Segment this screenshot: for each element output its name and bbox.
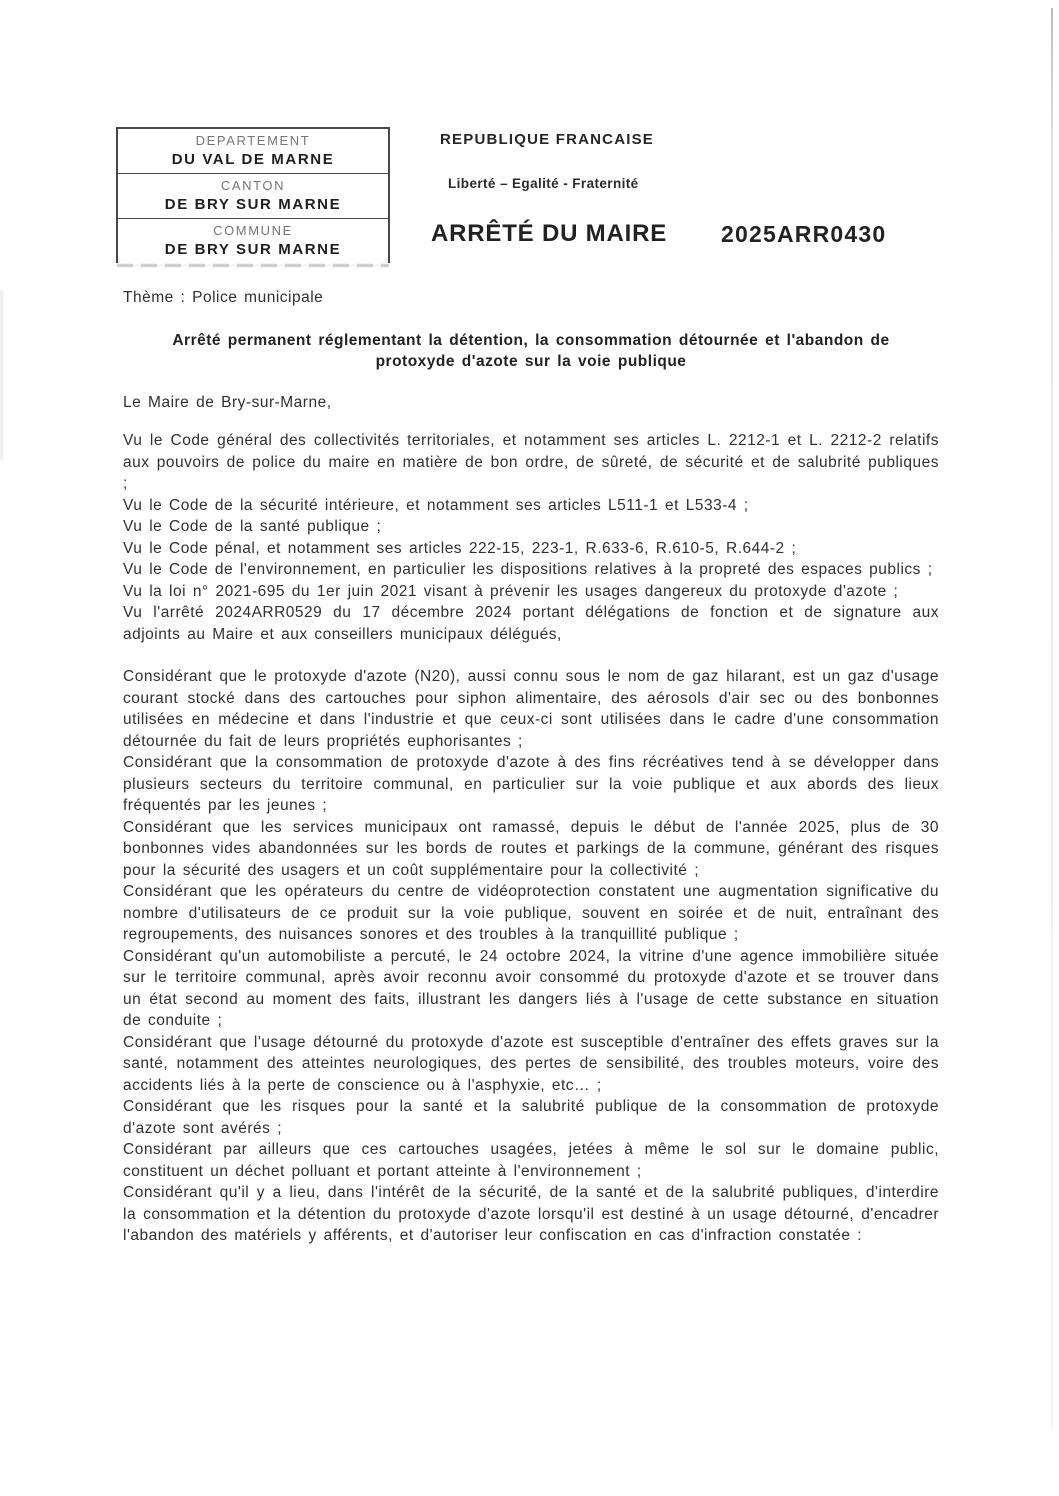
theme-line: Thème : Police municipale — [123, 289, 324, 306]
salutation: Le Maire de Bry-sur-Marne, — [123, 393, 332, 411]
vu-clause: Vu le Code de la santé publique ; — [123, 518, 382, 535]
admin-box-label: COMMUNE — [213, 223, 293, 238]
vu-clause: Vu le Code de l'environnement, en particulier les dispositions relatives à la propreté des espaces publics ; — [123, 561, 933, 578]
vu-clause: Vu le Code pénal, et notamment ses articles 222-15, 223-1, R.633-6, R.610-5, R.644-2 ; — [123, 539, 797, 557]
considerant-clause: Considérant que la consommation de protoxyde d'azote à des fins récréatives tend à se développer dans plusieurs secteurs du territoire communal, en particulier sur la voie publique et aux abords des lieux fréquentés par les jeunes ; — [123, 754, 939, 814]
vu-clause: Vu le Code de la sécurité intérieure, et notamment ses articles L511-1 et L533-4 ; — [123, 496, 749, 514]
considerant-clause: Considérant qu'il y a lieu, dans l'intérêt de la sécurité, de la santé et de la salubrité publiques, d'interdire la consommation et la détention du protoxyde d'azote lorsqu'il est destiné à un usage détourné, d'encadrer l'abandon des matériels y afférents, et d'autoriser leur confiscation en cas d'infraction constatée : — [123, 1184, 939, 1244]
doc-type-title: ARRÊTÉ DU MAIRE — [431, 220, 668, 247]
admin-box — [116, 127, 390, 263]
scan-artifact-right-edge — [1051, 8, 1053, 1428]
considerant-clause: Considérant que les opérateurs du centre de vidéoprotection constatent une augmentation significative du nombre d'utilisateurs de ce produit sur la voie publique, souvent en soirée et de nuit, entraînant des regroupements, des nuisances sonores et des troubles à la tranquillité publique ; — [123, 883, 939, 943]
considerant-clause: Considérant par ailleurs que ces cartouches usagées, jetées à même le sol sur le domaine public, constituent un déchet polluant et portant atteinte à l'environnement ; — [123, 1141, 939, 1180]
admin-box-label: CANTON — [220, 178, 286, 193]
vu-clause: Vu l'arrêté 2024ARR0529 du 17 décembre 2024 portant délégations de fonction et de signature aux adjoints au Maire et aux conseillers municipaux délégués, — [123, 604, 939, 643]
considerant-clause: Considérant qu'un automobiliste a percuté, le 24 octobre 2024, la vitrine d'une agence immobilière située sur le territoire communal, après avoir reconnu avoir consommé du protoxyde d'azote et se trouver dans un état second au moment des faits, illustrant les dangers liés à l'usage de cette substance en situation de conduite ; — [123, 947, 939, 1029]
scan-artifact-left-edge — [0, 290, 3, 460]
considerant-clause: Considérant que l'usage détourné du protoxyde d'azote est susceptible d'entraîner des effets graves sur la santé, notamment des atteintes neurologiques, des pertes de sensibilité, des troubles moteurs, voire des accidents liés à la perte de conscience ou à l'asphyxie, etc… ; — [123, 1033, 939, 1094]
vu-clause: Vu le Code général des collectivités territoriales, et notamment ses articles L. 2212-1 et L. 2212-2 relatifs aux pouvoirs de police du maire en matière de bon ordre, de sûreté, de sécurité et de salubrité publiques ; — [123, 432, 939, 492]
considerant-clause: Considérant que les services municipaux ont ramassé, depuis le début de l'année 2025, plus de 30 bonbonnes vides abandonnées sur les bords de routes et parkings de la commune, générant des risques pour la sécurité des usagers et un coût supplémentaire pour la collectivité ; — [123, 818, 939, 879]
document-body — [123, 287, 939, 1247]
vu-clause: Vu la loi n° 2021-695 du 1er juin 2021 visant à prévenir les usages dangereux du protoxyde d'azote ; — [123, 582, 899, 600]
considerant-block — [123, 666, 939, 1247]
admin-box-value: DU VAL DE MARNE — [171, 151, 335, 168]
admin-box-value: DE BRY SUR MARNE — [164, 196, 342, 213]
republic-title: REPUBLIQUE FRANCAISE — [440, 131, 655, 148]
admin-box-label: DEPARTEMENT — [195, 133, 311, 148]
admin-box-row-commune — [118, 218, 388, 263]
doc-number: 2025ARR0430 — [721, 221, 887, 247]
motto: Liberté – Egalité - Fraternité — [448, 176, 639, 191]
admin-box-row-departement — [118, 129, 388, 173]
admin-box-value: DE BRY SUR MARNE — [164, 241, 342, 258]
decree-title: Arrêté permanent réglementant la détention, la consommation détournée et l'abandon de protoxyde d'azote sur la voie publique — [172, 331, 890, 370]
scan-artifact-box-bottom — [117, 264, 389, 267]
vu-block — [123, 430, 939, 645]
considerant-clause: Considérant que les risques pour la santé et la salubrité publique de la consommation de protoxyde d'azote sont avérés ; — [123, 1098, 939, 1137]
admin-box-row-canton — [118, 173, 388, 218]
considerant-clause: Considérant que le protoxyde d'azote (N20), aussi connu sous le nom de gaz hilarant, est un gaz d'usage courant stocké dans des cartouches pour siphon alimentaire, des aérosols d'air sec ou des bonbonnes utilisées en médecine et dans l'industrie et que ceux-ci sont utilisées dans le cadre d'une consommation détournée du fait de leurs propriétés euphorisantes ; — [123, 668, 939, 750]
